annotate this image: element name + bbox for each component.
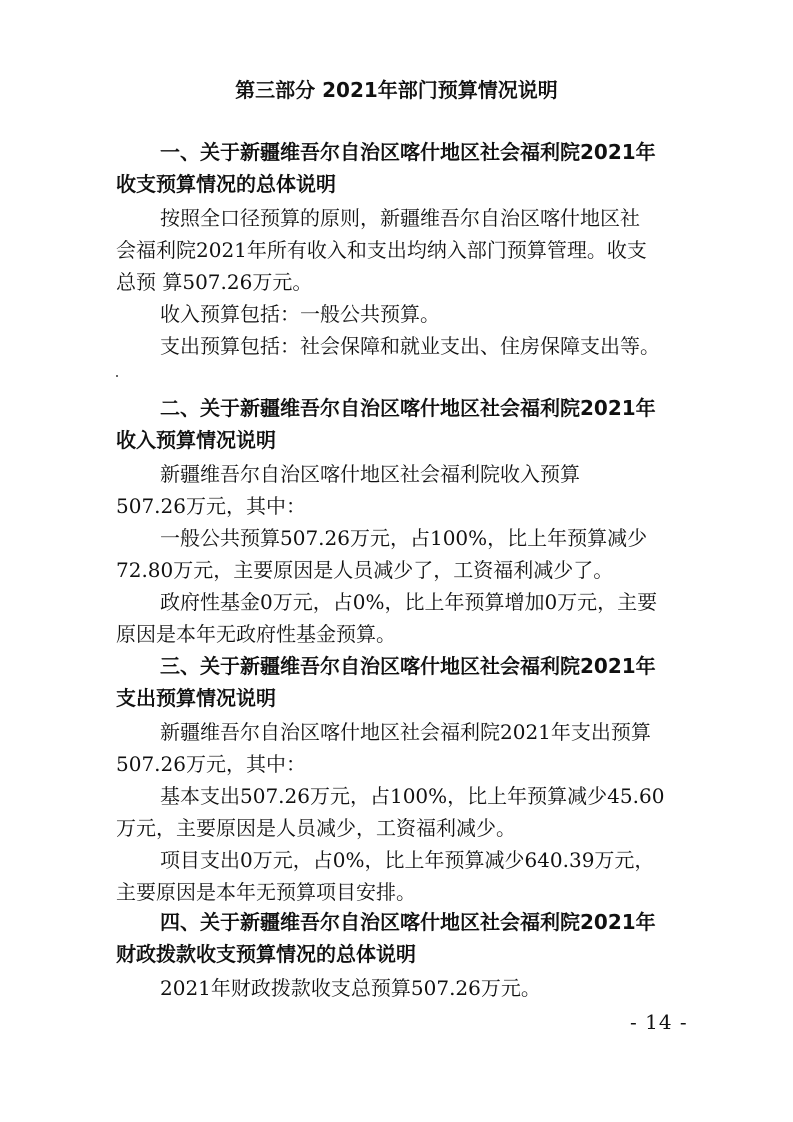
section3-heading-line2: 支出预算情况说明 bbox=[116, 686, 276, 710]
section2-paragraph3-line1: 政府性基金0万元，占0%，比上年预算增加0万元，主要 bbox=[160, 590, 658, 614]
section1-paragraph2: 收入预算包括：一般公共预算。 bbox=[160, 302, 440, 326]
section1-paragraph1-line1: 按照全口径预算的原则，新疆维吾尔自治区喀什地区社 bbox=[160, 206, 640, 230]
section2-heading-line1: 二、关于新疆维吾尔自治区喀什地区社会福利院2021年 bbox=[160, 396, 656, 420]
section3-paragraph1-line2: 507.26万元，其中： bbox=[116, 752, 306, 776]
section4-paragraph1: 2021年财政拨款收支总预算507.26万元。 bbox=[160, 976, 541, 1000]
stray-dot bbox=[116, 375, 118, 377]
page-number: - 14 - bbox=[630, 1010, 688, 1034]
section4-heading-line2: 财政拨款收支预算情况的总体说明 bbox=[116, 942, 416, 966]
section3-paragraph1-line1: 新疆维吾尔自治区喀什地区社会福利院2021年支出预算 bbox=[160, 720, 651, 744]
section1-paragraph1-line2: 会福利院2021年所有收入和支出均纳入部门预算管理。收支 bbox=[116, 238, 647, 262]
section2-paragraph2-line1: 一般公共预算507.26万元，占100%，比上年预算减少 bbox=[160, 526, 648, 550]
page-title: 第三部分 2021年部门预算情况说明 bbox=[235, 78, 558, 102]
section3-paragraph3-line1: 项目支出0万元，占0%，比上年预算减少640.39万元， bbox=[160, 848, 655, 872]
section1-paragraph1-line3: 总预 算507.26万元。 bbox=[116, 270, 313, 294]
section3-paragraph2-line2: 万元，主要原因是人员减少，工资福利减少。 bbox=[116, 816, 516, 840]
section3-heading-line1: 三、关于新疆维吾尔自治区喀什地区社会福利院2021年 bbox=[160, 654, 656, 678]
section1-paragraph3: 支出预算包括：社会保障和就业支出、住房保障支出等。 bbox=[160, 334, 660, 358]
section1-heading-line1: 一、关于新疆维吾尔自治区喀什地区社会福利院2021年 bbox=[160, 140, 656, 164]
section1-heading-line2: 收支预算情况的总体说明 bbox=[116, 172, 336, 196]
section2-paragraph1-line2: 507.26万元，其中： bbox=[116, 494, 306, 518]
section2-paragraph3-line2: 原因是本年无政府性基金预算。 bbox=[116, 622, 396, 646]
section3-paragraph2-line1: 基本支出507.26万元，占100%，比上年预算减少45.60 bbox=[160, 784, 665, 808]
section4-heading-line1: 四、关于新疆维吾尔自治区喀什地区社会福利院2021年 bbox=[160, 910, 656, 934]
section2-paragraph1-line1: 新疆维吾尔自治区喀什地区社会福利院收入预算 bbox=[160, 462, 580, 486]
section2-paragraph2-line2: 72.80万元，主要原因是人员减少了，工资福利减少了。 bbox=[116, 558, 614, 582]
section2-heading-line2: 收入预算情况说明 bbox=[116, 428, 276, 452]
section3-paragraph3-line2: 主要原因是本年无预算项目安排。 bbox=[116, 880, 416, 904]
